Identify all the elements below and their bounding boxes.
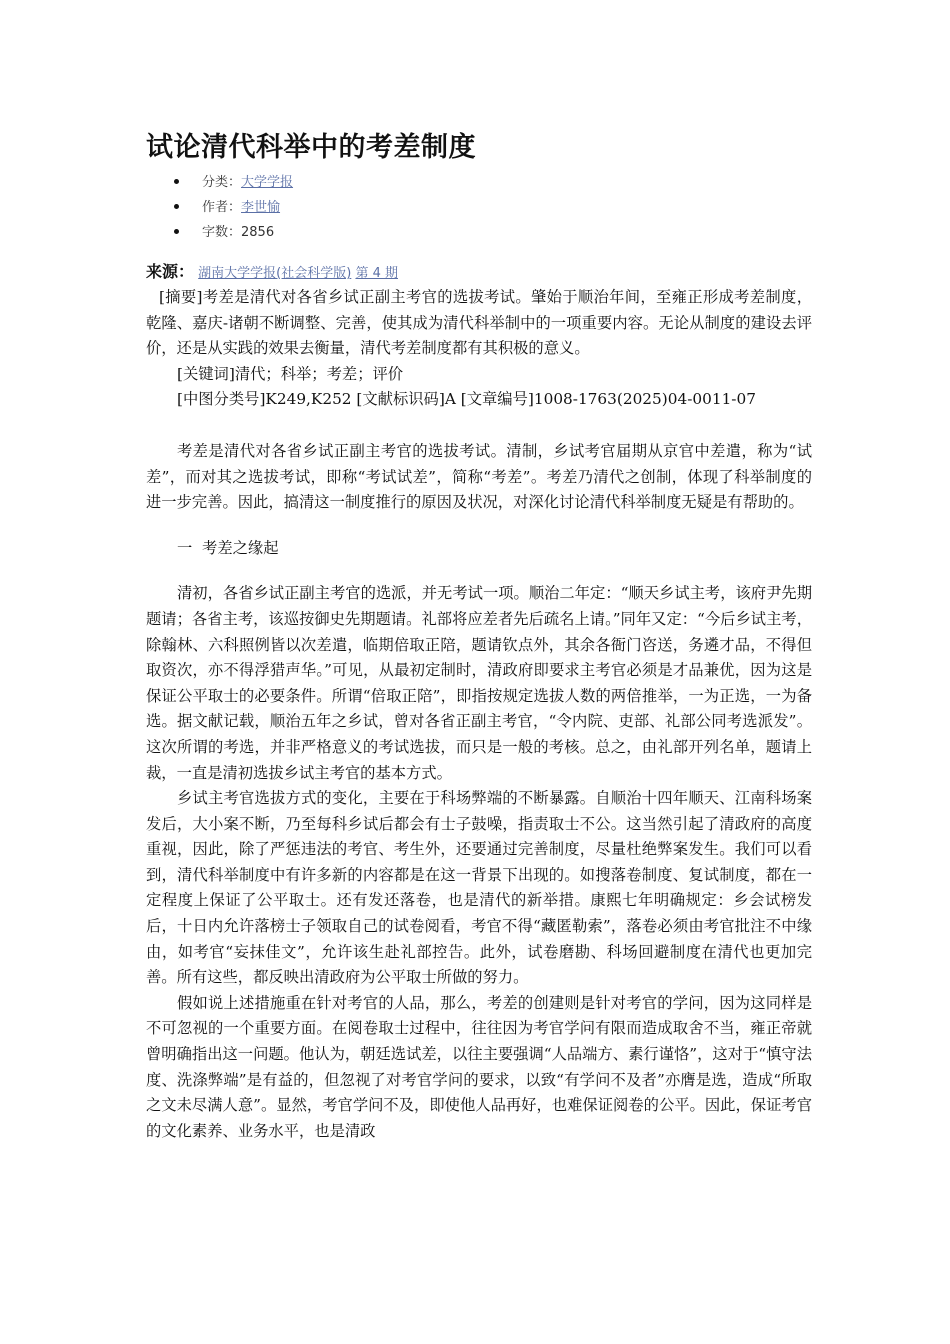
classification-line: [中图分类号]K249,K252 [文献标识码]A [文章编号]1008-1763(2025)04-0011-07 <box>177 390 756 409</box>
meta-category <box>146 170 812 195</box>
category-link[interactable]: 大学学报 <box>241 175 294 190</box>
meta-category-label: 分类： <box>202 175 242 190</box>
meta-wordcount <box>146 220 812 245</box>
bullet-icon <box>174 229 179 234</box>
body-paragraph: 假如说上述措施重在针对考官的人品，那么，考差的创建则是针对考官的学问，因为这同样是不可忽视的一个重要方面。在阅卷取士过程中，往往因为考官学问有限而造成取舍不当，雍正帝就曾明确指出这一问题。他认为，朝廷选试差，以往主要强调“人品端方、素行谨恪”，这对于“慎守法度、洗涤弊端”是有益的，但忽视了对考官学问的要求，以致“有学问不及者”亦膺是选，造成“所取之文未尽满人意”。显然，考官学问不及，即使他人品再好，也难保证阅卷的公平。因此，保证考官的文化素养、业务水平，也是清政 <box>146 993 812 1140</box>
meta-wordcount-value: 2856 <box>241 225 275 240</box>
keywords-line: [关键词]清代；科举；考差；评价 <box>177 364 404 383</box>
bullet-icon <box>174 204 179 209</box>
article-meta-list <box>146 170 812 245</box>
meta-author-label: 作者： <box>202 200 242 215</box>
article-title: 试论清代科举中的考差制度 <box>146 132 476 163</box>
article <box>146 128 812 1144</box>
body-paragraph: 清初，各省乡试正副主考官的选派，并无考试一项。顺治二年定：“顺天乡试主考，该府尹先期题请；各省主考，该巡按御史先期题请。礼部将应差者先后疏名上请。”同年又定：“今后乡试主考，除翰林、六科照例皆以次差遣，临期倍取正陪，题请钦点外，其余各衙门咨送，务遴才品，不得但取资次，亦不得浮猎声华。”可见，从最初定制时，清政府即要求主考官必须是才品兼优，因为这是保证公平取士的必要条件。所谓“倍取正陪”，即指按规定选拔人数的两倍推举，一为正选，一为备选。据文献记载，顺治五年之乡试，曾对各省正副主考官，“令内院、吏部、礼部公同考选派发”。这次所谓的考选，并非严格意义的考试选拔，而只是一般的考核。总之，由礼部开列名单，题请上裁，一直是清初选拔乡试主考官的基本方式。 <box>146 584 812 782</box>
abstract-paragraph: [摘要]考差是清代对各省乡试正副主考官的选拔考试。肇始于顺治年间，至雍正形成考差制度，乾隆、嘉庆-诸朝不断调整、完善，使其成为清代科举制中的一项重要内容。无论从制度的建设去评价，还是从实践的效果去衡量，清代考差制度都有其积极的意义。 <box>146 288 812 358</box>
issue-link[interactable]: 第 4 期 <box>355 266 398 281</box>
section-heading: 一 考差之缘起 <box>177 538 279 557</box>
body-paragraph: 乡试主考官选拔方式的变化，主要在于科场弊端的不断暴露。自顺治十四年顺天、江南科场案发后，大小案不断，乃至每科乡试后都会有士子鼓噪，指责取士不公。这当然引起了清政府的高度重视，因此，除了严惩违法的考官、考生外，还要通过完善制度，尽量杜绝弊案发生。我们可以看到，清代科举制度中有许多新的内容都是在这一背景下出现的。如搜落卷制度、复试制度，都在一定程度上保证了公平取士。还有发还落卷，也是清代的新举措。康熙七年明确规定：乡会试榜发后，十日内允许落榜士子领取自己的试卷阅看，考官不得“藏匿勒索”，落卷必须由考官批注不中缘由，如考官“妄抹佳文”，允许该生赴礼部控告。此外，试卷磨勘、科场回避制度在清代也更加完善。所有这些，都反映出清政府为公平取士所做的努力。 <box>146 789 812 987</box>
source-label: 来源： <box>146 262 195 281</box>
intro-paragraph: 考差是清代对各省乡试正副主考官的选拔考试。清制，乡试考官届期从京官中差遣，称为“试差”，而对其之选拔考试，即称“考试试差”，简称“考差”。考差乃清代之创制，体现了科举制度的进一步完善。因此，搞清这一制度推行的原因及状况，对深化讨论清代科举制度无疑是有帮助的。 <box>146 441 812 512</box>
meta-wordcount-label: 字数： <box>202 225 242 240</box>
author-link[interactable]: 李世愉 <box>241 200 281 215</box>
bullet-icon <box>174 179 179 184</box>
meta-author <box>146 195 812 220</box>
article-source <box>146 261 812 285</box>
journal-link[interactable]: 湖南大学学报(社会科学版) <box>198 266 352 281</box>
